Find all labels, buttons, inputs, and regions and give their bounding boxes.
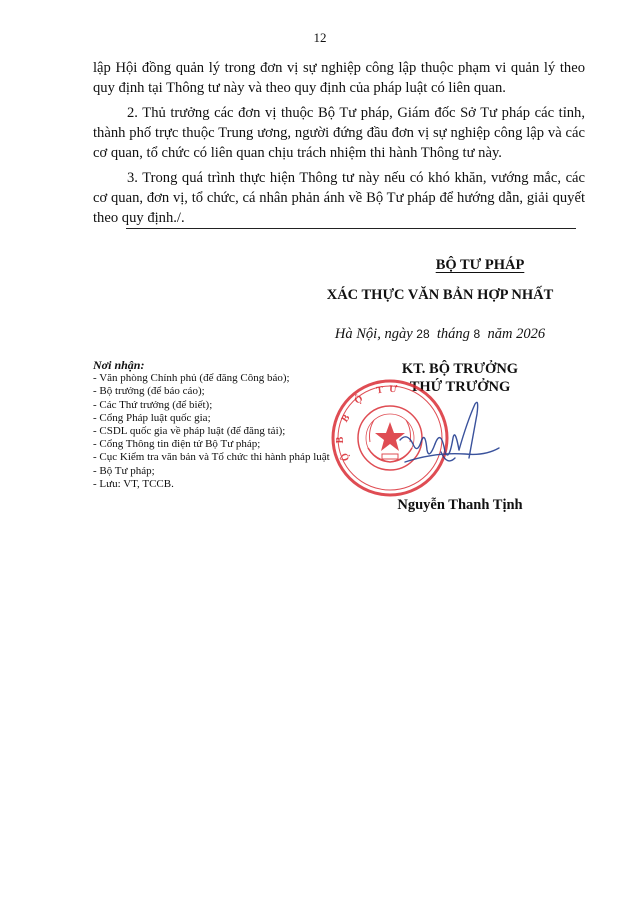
date-year: năm 2026 <box>487 326 546 342</box>
recipient-item: - CSDL quốc gia về pháp luật (để đăng tải); <box>93 425 286 438</box>
svg-text:B: B <box>339 412 353 425</box>
recipient-item: - Các Thứ trưởng (để biết); <box>93 398 213 411</box>
recipient-item: - Văn phòng Chính phủ (để đăng Công báo); <box>93 372 290 385</box>
svg-text:Ộ: Ộ <box>352 393 365 407</box>
recipient-item: - Bộ trưởng (để báo cáo); <box>93 385 205 398</box>
date-day: 28 <box>416 327 430 341</box>
svg-text:B: B <box>335 436 346 444</box>
recipient-item: - Lưu: VT, TCCB. <box>93 477 174 490</box>
date-month: 8 <box>473 327 481 341</box>
paragraph-continuation: lập Hội đồng quản lý trong đơn vị sự nghiệp công lập thuộc phạm vi quản lý theo quy định tại Thông tư này và theo quy định của pháp luật có liên quan. <box>93 60 585 96</box>
recipient-item: - Cổng Thông tin điện tử Bộ Tư pháp; <box>93 438 261 451</box>
signer-title-line2: THỨ TRƯỞNG <box>409 379 511 395</box>
signer-name: Nguyễn Thanh Tịnh <box>397 497 523 513</box>
svg-text:T: T <box>375 384 384 397</box>
handwritten-signature <box>395 392 505 492</box>
date-line <box>300 326 580 343</box>
certification-title: XÁC THỰC VĂN BẢN HỢP NHẤT <box>326 287 554 303</box>
page-number: 12 <box>313 30 327 45</box>
paragraph-clause-3: 3. Trong quá trình thực hiện Thông tư này nếu có khó khăn, vướng mắc, các cơ quan, đơn vị, tổ chức, cá nhân phản ánh về Bộ Tư pháp để hướng dẫn, giải quyết theo quy định./. <box>93 170 585 226</box>
signer-title-line1: KT. BỘ TRƯỞNG <box>401 361 519 377</box>
ministry-name: BỘ TƯ PHÁP <box>435 257 525 273</box>
divider-line <box>126 228 576 229</box>
date-place-prefix: Hà Nội, ngày <box>334 326 413 342</box>
issuer-block <box>320 256 640 274</box>
svg-text:Ộ: Ộ <box>339 451 353 463</box>
date-month-label: tháng <box>436 326 470 342</box>
recipient-item: - Cổng Pháp luật quốc gia; <box>93 411 211 424</box>
recipient-item: - Cục Kiểm tra văn bản và Tổ chức thi hành pháp luật - Bộ Tư pháp; <box>93 451 330 477</box>
recipients-list <box>93 372 333 491</box>
svg-text:Ư: Ư <box>388 383 398 396</box>
body-text <box>93 58 585 233</box>
paragraph-clause-2: 2. Thủ trưởng các đơn vị thuộc Bộ Tư pháp, Giám đốc Sở Tư pháp các tỉnh, thành phố trực thuộc Trung ương, người đứng đầu đơn vị sự nghiệp công lập và các cơ quan, tổ chức có liên quan chịu trách nhiệm thi hành Thông tư này. <box>93 105 585 161</box>
recipients-block <box>93 359 333 491</box>
recipients-heading: Nơi nhận: <box>93 358 145 372</box>
